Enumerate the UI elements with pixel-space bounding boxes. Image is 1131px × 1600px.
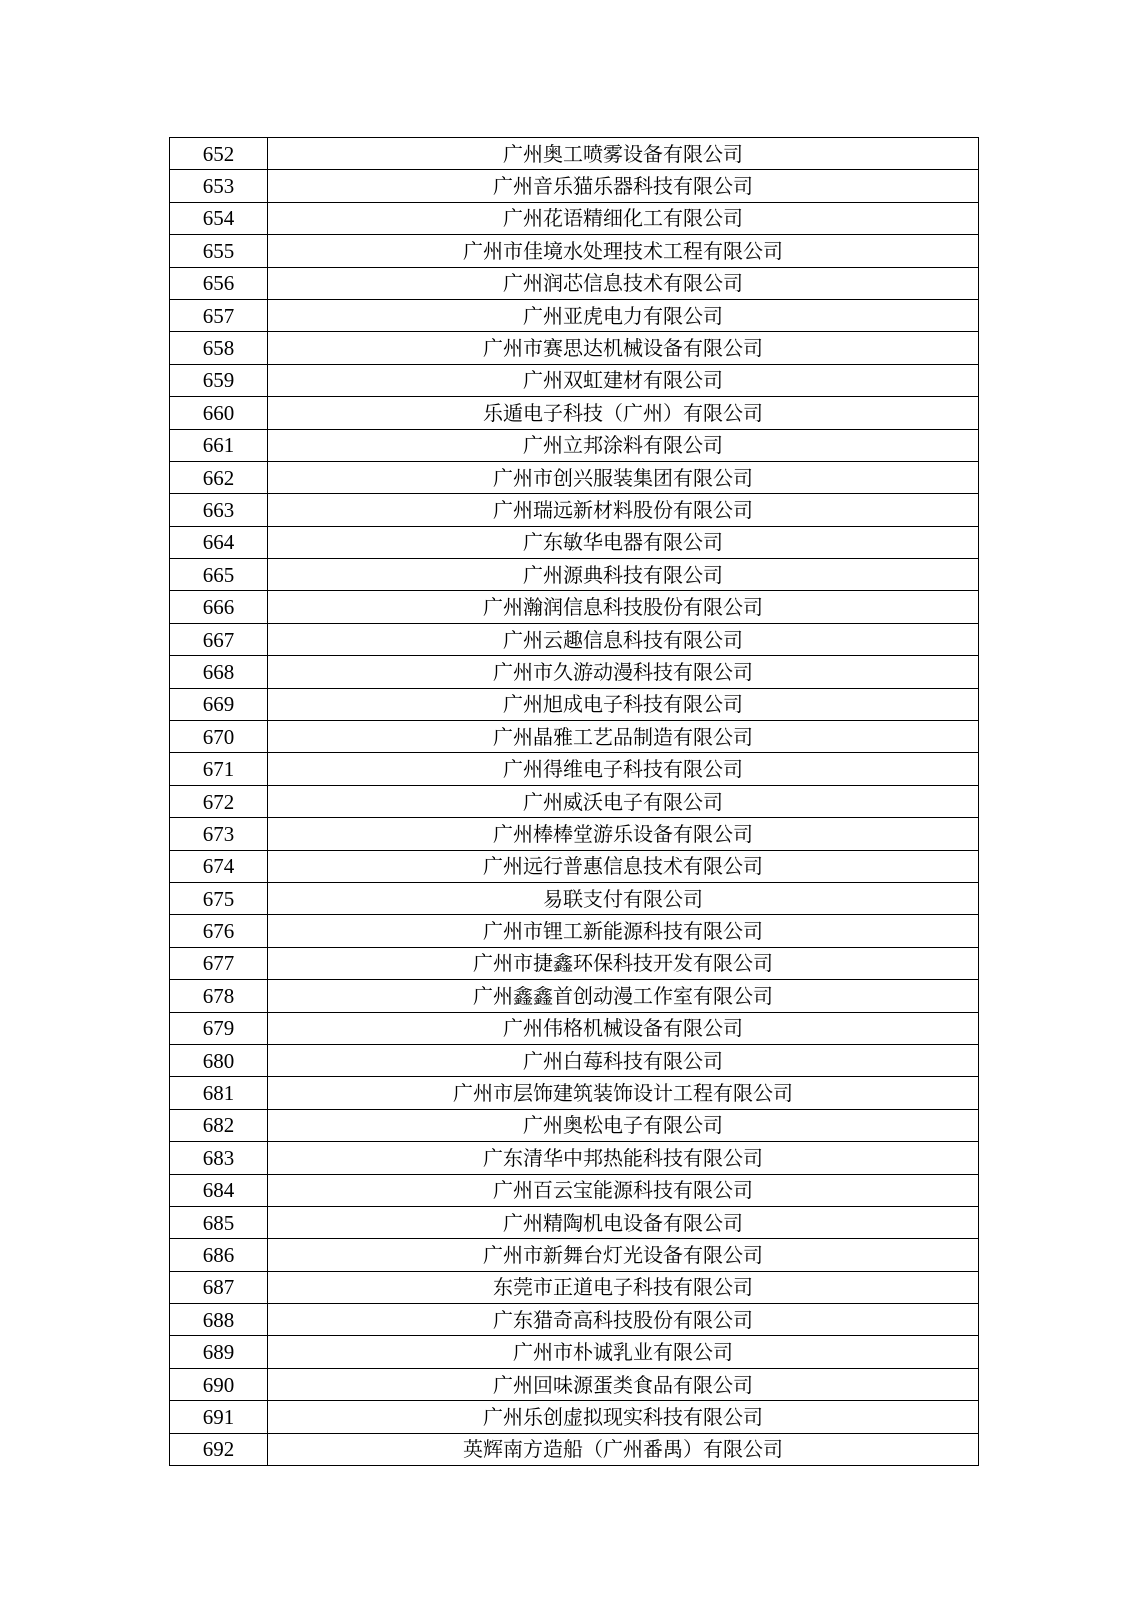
table-row — [170, 1304, 979, 1336]
company-name: 易联支付有限公司 — [268, 882, 979, 914]
row-number: 666 — [170, 591, 268, 623]
company-name: 东莞市正道电子科技有限公司 — [268, 1271, 979, 1303]
row-number: 662 — [170, 461, 268, 493]
company-name: 广东猎奇高科技股份有限公司 — [268, 1304, 979, 1336]
row-number: 664 — [170, 526, 268, 558]
row-number: 685 — [170, 1206, 268, 1238]
table-row — [170, 721, 979, 753]
table-row — [170, 818, 979, 850]
table-row — [170, 882, 979, 914]
table-row — [170, 1336, 979, 1368]
table-body — [170, 138, 979, 1466]
company-name: 广州双虹建材有限公司 — [268, 364, 979, 396]
table-row — [170, 980, 979, 1012]
row-number: 670 — [170, 721, 268, 753]
row-number: 669 — [170, 688, 268, 720]
table-row — [170, 1368, 979, 1400]
row-number: 656 — [170, 267, 268, 299]
table-row — [170, 494, 979, 526]
company-name: 广州立邦涂料有限公司 — [268, 429, 979, 461]
company-name: 广州源典科技有限公司 — [268, 559, 979, 591]
row-number: 659 — [170, 364, 268, 396]
row-number: 665 — [170, 559, 268, 591]
row-number: 663 — [170, 494, 268, 526]
row-number: 677 — [170, 947, 268, 979]
row-number: 678 — [170, 980, 268, 1012]
table-row — [170, 1174, 979, 1206]
company-name: 广州晶雅工艺品制造有限公司 — [268, 721, 979, 753]
row-number: 681 — [170, 1077, 268, 1109]
table-row — [170, 1142, 979, 1174]
row-number: 676 — [170, 915, 268, 947]
table-row — [170, 364, 979, 396]
row-number: 674 — [170, 850, 268, 882]
table-row — [170, 915, 979, 947]
company-name: 广州亚虎电力有限公司 — [268, 299, 979, 331]
company-name: 英辉南方造船（广州番禺）有限公司 — [268, 1433, 979, 1465]
table-row — [170, 1206, 979, 1238]
company-name: 广州润芯信息技术有限公司 — [268, 267, 979, 299]
company-name: 广州花语精细化工有限公司 — [268, 202, 979, 234]
row-number: 686 — [170, 1239, 268, 1271]
row-number: 683 — [170, 1142, 268, 1174]
company-name: 广州市捷鑫环保科技开发有限公司 — [268, 947, 979, 979]
row-number: 654 — [170, 202, 268, 234]
row-number: 690 — [170, 1368, 268, 1400]
row-number: 688 — [170, 1304, 268, 1336]
company-name: 广州市层饰建筑装饰设计工程有限公司 — [268, 1077, 979, 1109]
table-row — [170, 1077, 979, 1109]
company-name: 广州远行普惠信息技术有限公司 — [268, 850, 979, 882]
table-row — [170, 267, 979, 299]
company-name: 广州市赛思达机械设备有限公司 — [268, 332, 979, 364]
company-name: 广州奥松电子有限公司 — [268, 1109, 979, 1141]
company-name: 广州百云宝能源科技有限公司 — [268, 1174, 979, 1206]
row-number: 667 — [170, 623, 268, 655]
company-name: 广州回味源蛋类食品有限公司 — [268, 1368, 979, 1400]
table-row — [170, 138, 979, 170]
company-name: 广州市久游动漫科技有限公司 — [268, 656, 979, 688]
table-row — [170, 1433, 979, 1465]
row-number: 689 — [170, 1336, 268, 1368]
table-row — [170, 170, 979, 202]
table-row — [170, 1012, 979, 1044]
company-name: 广州市创兴服装集团有限公司 — [268, 461, 979, 493]
table-row — [170, 1109, 979, 1141]
row-number: 660 — [170, 397, 268, 429]
table-row — [170, 1401, 979, 1433]
table-row — [170, 850, 979, 882]
row-number: 657 — [170, 299, 268, 331]
table-row — [170, 623, 979, 655]
company-name: 广州瀚润信息科技股份有限公司 — [268, 591, 979, 623]
company-name: 广州棒棒堂游乐设备有限公司 — [268, 818, 979, 850]
table-row — [170, 1044, 979, 1076]
row-number: 658 — [170, 332, 268, 364]
company-name: 广州瑞远新材料股份有限公司 — [268, 494, 979, 526]
row-number: 680 — [170, 1044, 268, 1076]
company-name: 广州精陶机电设备有限公司 — [268, 1206, 979, 1238]
table-row — [170, 299, 979, 331]
company-name: 广州鑫鑫首创动漫工作室有限公司 — [268, 980, 979, 1012]
company-name: 乐遁电子科技（广州）有限公司 — [268, 397, 979, 429]
row-number: 655 — [170, 235, 268, 267]
table-row — [170, 591, 979, 623]
row-number: 653 — [170, 170, 268, 202]
table-row — [170, 202, 979, 234]
row-number: 682 — [170, 1109, 268, 1141]
table-row — [170, 947, 979, 979]
company-name: 广州音乐猫乐器科技有限公司 — [268, 170, 979, 202]
table-row — [170, 1239, 979, 1271]
company-name: 广州乐创虚拟现实科技有限公司 — [268, 1401, 979, 1433]
table-row — [170, 1271, 979, 1303]
company-name: 广州得维电子科技有限公司 — [268, 753, 979, 785]
row-number: 671 — [170, 753, 268, 785]
table-row — [170, 397, 979, 429]
row-number: 691 — [170, 1401, 268, 1433]
company-name: 广州旭成电子科技有限公司 — [268, 688, 979, 720]
table-row — [170, 332, 979, 364]
row-number: 672 — [170, 785, 268, 817]
row-number: 684 — [170, 1174, 268, 1206]
company-name: 广州白莓科技有限公司 — [268, 1044, 979, 1076]
row-number: 668 — [170, 656, 268, 688]
table-row — [170, 559, 979, 591]
company-name: 广州市新舞台灯光设备有限公司 — [268, 1239, 979, 1271]
company-name: 广州市佳境水处理技术工程有限公司 — [268, 235, 979, 267]
table-row — [170, 688, 979, 720]
company-name: 广州威沃电子有限公司 — [268, 785, 979, 817]
row-number: 687 — [170, 1271, 268, 1303]
table-row — [170, 429, 979, 461]
table-row — [170, 785, 979, 817]
row-number: 675 — [170, 882, 268, 914]
company-name: 广东清华中邦热能科技有限公司 — [268, 1142, 979, 1174]
company-name: 广东敏华电器有限公司 — [268, 526, 979, 558]
company-list-table — [169, 137, 979, 1466]
row-number: 661 — [170, 429, 268, 461]
company-name: 广州市锂工新能源科技有限公司 — [268, 915, 979, 947]
row-number: 673 — [170, 818, 268, 850]
row-number: 692 — [170, 1433, 268, 1465]
table-row — [170, 461, 979, 493]
row-number: 679 — [170, 1012, 268, 1044]
table-row — [170, 526, 979, 558]
company-name: 广州奥工喷雾设备有限公司 — [268, 138, 979, 170]
company-name: 广州伟格机械设备有限公司 — [268, 1012, 979, 1044]
table-row — [170, 235, 979, 267]
company-name: 广州市朴诚乳业有限公司 — [268, 1336, 979, 1368]
row-number: 652 — [170, 138, 268, 170]
company-name: 广州云趣信息科技有限公司 — [268, 623, 979, 655]
table-row — [170, 753, 979, 785]
table-row — [170, 656, 979, 688]
